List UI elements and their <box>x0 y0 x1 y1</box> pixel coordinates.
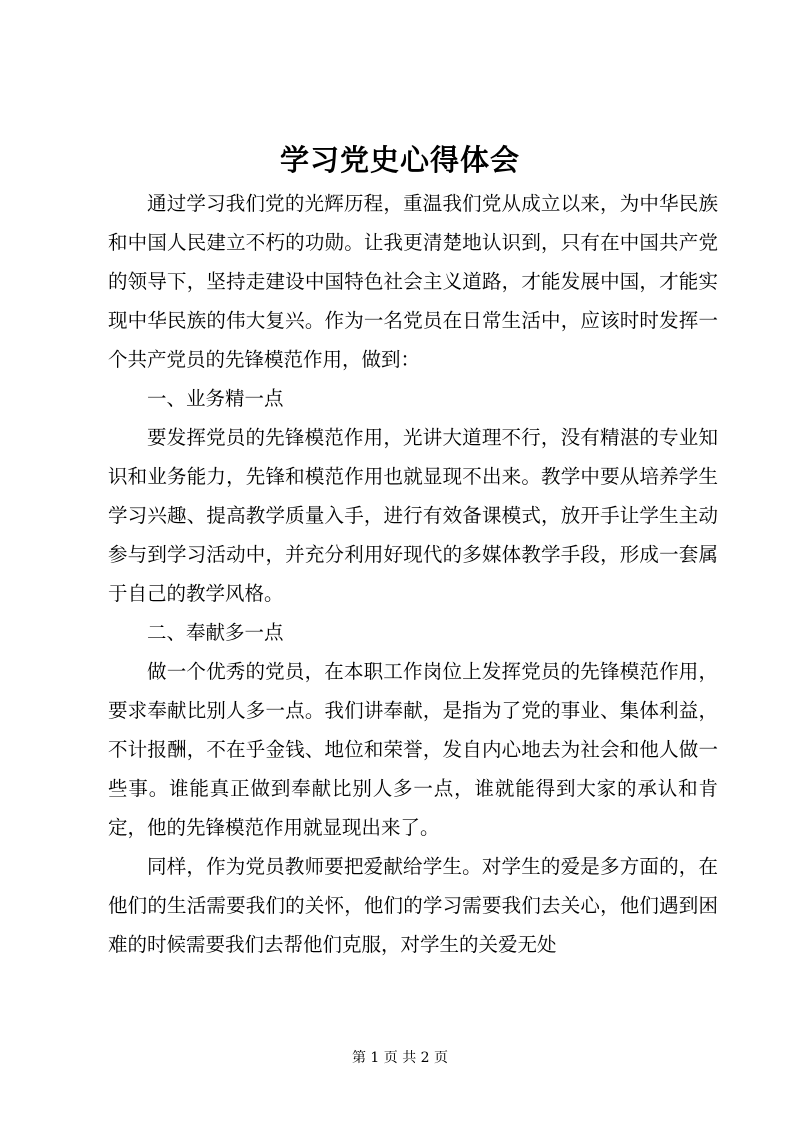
paragraph-section-1: 要发挥党员的先锋模范作用，光讲大道理不行，没有精湛的专业知识和业务能力，先锋和模范作用也就显现不出来。教学中要从培养学生学习兴趣、提高教学质量入手，进行有效备课模式，放开手让学生主动参与到学习活动中，并充分利用好现代的多媒体教学手段，形成一套属于自己的教学风格。 <box>108 426 718 605</box>
section-heading-2: 二、奉献多一点 <box>147 621 284 644</box>
paragraph-intro: 通过学习我们党的光辉历程，重温我们党从成立以来，为中华民族和中国人民建立不朽的功勋。让我更清楚地认识到，只有在中国共产党的领导下，坚持走建设中国特色社会主义道路，才能发展中国，才能实现中华民族的伟大复兴。作为一名党员在日常生活中，应该时时发挥一个共产党员的先锋模范作用，做到： <box>108 192 718 371</box>
paragraph-section-2-cont: 同样，作为党员教师要把爱献给学生。对学生的爱是多方面的，在他们的生活需要我们的关怀，他们的学习需要我们去关心，他们遇到困难的时候需要我们去帮他们克服，对学生的关爱无处 <box>108 855 718 956</box>
page-footer: 第 1 页 共 2 页 <box>351 1050 449 1066</box>
paragraph-section-2: 做一个优秀的党员，在本职工作岗位上发挥党员的先锋模范作用，要求奉献比别人多一点。我们讲奉献，是指为了党的事业、集体利益，不计报酬，不在乎金钱、地位和荣誉，发自内心地去为社会和他人做一些事。谁能真正做到奉献比别人多一点，谁就能得到大家的承认和肯定，他的先锋模范作用就显现出来了。 <box>108 660 718 839</box>
document-body <box>108 184 718 964</box>
document-title: 学习党史心得体会 <box>279 143 520 177</box>
section-heading-1: 一、业务精一点 <box>147 387 284 410</box>
